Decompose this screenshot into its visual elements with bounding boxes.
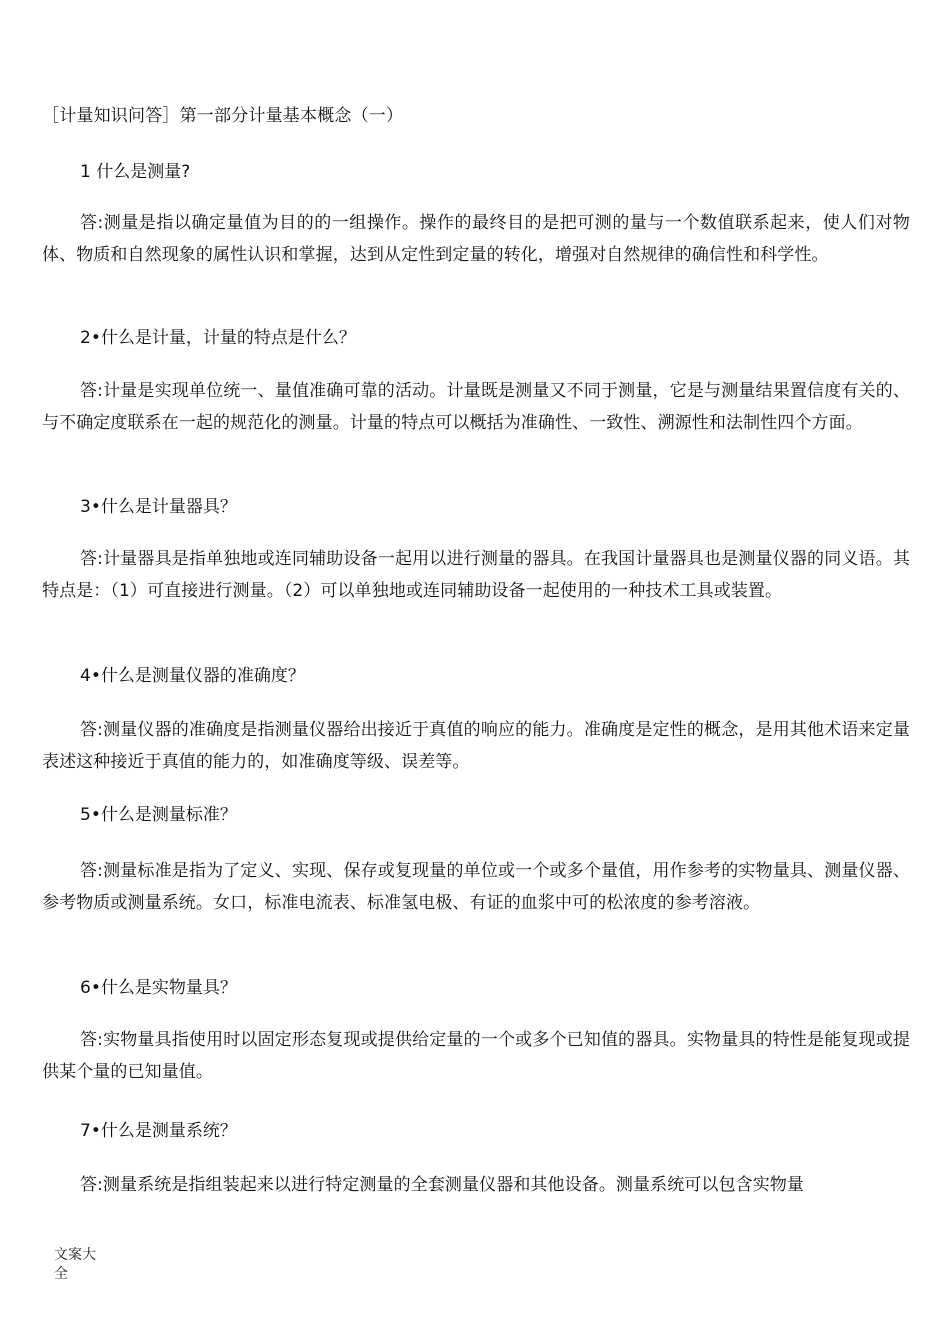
question-3: 3•什么是计量器具？	[80, 497, 237, 517]
answer-7: 答:测量系统是指组装起来以进行特定测量的全套测量仪器和其他设备。测量系统可以包含实物量	[80, 1175, 805, 1195]
answer-6: 答:实物量具指使用时以固定形态复现或提供给定量的一个或多个已知值的器具。实物量具的特性是能复现或提供某个量的已知量值。	[42, 1030, 910, 1082]
page-footer: 文案大全	[54, 1247, 96, 1282]
answer-1: 答:测量是指以确定量值为目的的一组操作。操作的最终目的是把可测的量与一个数值联系起来，使人们对物体、物质和自然现象的属性认识和掌握，达到从定性到定量的转化，增强对自然规律的确信性和科学性。	[42, 213, 910, 265]
question-1: 1 什么是测量?	[80, 162, 191, 182]
answer-3: 答:计量器具是指单独地或连同辅助设备一起用以进行测量的器具。在我国计量器具也是测量仪器的同义语。其特点是：（1）可直接进行测量。（2）可以单独地或连同辅助设备一起使用的一种技术工具或装置。	[42, 549, 910, 601]
question-4: 4•什么是测量仪器的准确度？	[80, 666, 305, 686]
answer-2: 答:计量是实现单位统一、量值准确可靠的活动。计量既是测量又不同于测量，它是与测量结果置信度有关的、与不确定度联系在一起的规范化的测量。计量的特点可以概括为准确性、一致性、溯源性和法制性四个方面。	[42, 381, 910, 433]
question-5: 5•什么是测量标准？	[80, 805, 237, 825]
question-6: 6•什么是实物量具？	[80, 978, 237, 998]
answer-5: 答:测量标准是指为了定义、实现、保存或复现量的单位或一个或多个量值，用作参考的实物量具、测量仪器、参考物质或测量系统。女口，标准电流表、标准氢电极、有证的血浆中可的松浓度的参考溶液。	[42, 861, 910, 913]
document-title: ［计量知识问答］第一部分计量基本概念（一）	[42, 106, 404, 126]
question-2: 2•什么是计量，计量的特点是什么？	[80, 328, 356, 348]
question-7: 7•什么是测量系统？	[80, 1121, 237, 1141]
answer-4: 答:测量仪器的准确度是指测量仪器给出接近于真值的响应的能力。准确度是定性的概念，是用其他术语来定量表述这种接近于真值的能力的，如准确度等级、误差等。	[42, 720, 910, 772]
